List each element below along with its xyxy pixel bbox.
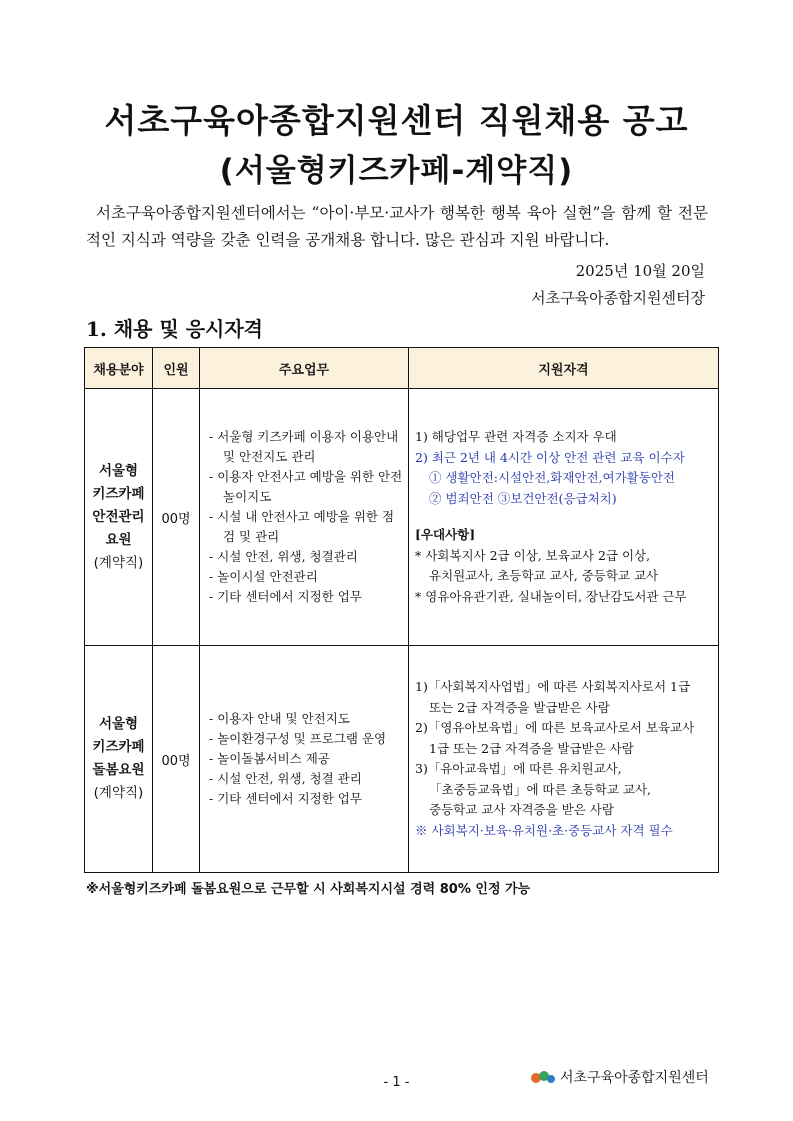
duty-item: - 시설 내 안전사고 예방을 위한 점검 및 관리 [209, 509, 395, 544]
duty-item: - 시설 안전, 위생, 청결 관리 [209, 771, 362, 786]
preference-item: * 사회복지사 2급 이상, 보육교사 2급 이상, [415, 547, 651, 563]
announcement-date: 2025년 10월 20일 [575, 262, 705, 280]
duty-item: - 놀이돌봄서비스 제공 [209, 751, 330, 766]
page-subtitle: (서울형키즈카페-계약직) [219, 153, 574, 189]
duty-item: - 이용자 안내 및 안전지도 [209, 711, 350, 726]
qual-item: 2)「영유아보육법」에 따른 보육교사로서 보육교사 [415, 720, 695, 735]
table-row [85, 646, 719, 873]
page-title: 서초구육아종합지원센터 직원채용 공고 [104, 101, 689, 140]
logo-text: 서초구육아종합지원센터 [560, 1070, 709, 1086]
duties-cell [200, 646, 409, 873]
header-cell: 채용분야 [85, 348, 153, 389]
category-line: 안전관리 [92, 508, 145, 525]
section-title: 1. 채용 및 응시자격 [86, 317, 264, 341]
preference-item: * 영유아유관기관, 실내놀이터, 장난감도서관 근무 [415, 588, 687, 604]
header-cell: 인원 [153, 348, 200, 389]
count-cell: 00명 [153, 389, 200, 646]
header-cell: 주요업무 [200, 348, 409, 389]
duty-item: - 놀이환경구성 및 프로그램 운영 [209, 731, 387, 746]
qual-item: 「초중등교육법」에 따른 초등학교 교사, [429, 781, 652, 797]
duty-item: - 이용자 안전사고 예방을 위한 안전 놀이지도 [209, 469, 403, 504]
duty-item: - 시설 안전, 위생, 청결관리 [209, 549, 358, 564]
preference-item: 유치원교사, 초등학교 교사, 중등학교 교사 [429, 568, 659, 583]
category-line: 키즈카페 [92, 485, 145, 502]
qual-item: 1) 해당업무 관련 자격증 소지자 우대 [415, 429, 617, 444]
category-line: 키즈카페 [92, 739, 145, 755]
center-logo [530, 1067, 709, 1087]
footnote: ※서울형키즈카페 돌봄요원으로 근무할 시 사회복지시설 경력 80% 인정 가능 [86, 882, 531, 897]
header-cell: 지원자격 [409, 348, 719, 389]
qual-item: 1)「사회복지사업법」에 따른 사회복지사로서 1급 [415, 679, 691, 694]
logo-icon [530, 1067, 556, 1087]
qual-item: 1급 또는 2급 자격증을 발급받은 사람 [429, 740, 634, 756]
qual-item: ※ 사회복지·보육·유치원·초·중등교사 자격 필수 [415, 822, 673, 838]
qualifications-cell [409, 389, 719, 646]
qual-item: 2) 최근 2년 내 4시간 이상 안전 관련 교육 이수자 [415, 449, 685, 465]
category-cell [85, 646, 153, 873]
recruitment-table [84, 347, 719, 873]
duty-item: - 서울형 키즈카페 이용자 이용안내 및 안전지도 관리 [209, 429, 399, 464]
qual-item: 또는 2급 자격증을 발급받은 사람 [429, 699, 610, 715]
table-row [85, 389, 719, 646]
signature: 서초구육아종합지원센터장 [531, 289, 705, 307]
category-cell [85, 389, 153, 646]
qual-item: ① 생활안전:시설안전,화재안전,여가활동안전 [429, 470, 675, 485]
intro-paragraph: 서초구육아종합지원센터에서는 “아이·부모·교사가 행복한 행복 육아 실현”을 함께 할 전문적인 지식과 역량을 갖춘 인력을 공개채용 합니다. 많은 관심과 지원 바랍니다. [86, 204, 708, 249]
qual-item: ② 범죄안전 ③보건안전(응급처치) [429, 490, 617, 506]
contract-type: (계약직) [93, 554, 144, 571]
qual-item: 중등학교 교사 자격증을 받은 사람 [429, 802, 614, 817]
duty-item: - 놀이시설 안전관리 [209, 569, 318, 584]
qualifications-cell [409, 646, 719, 873]
category-line: 서울형 [98, 462, 139, 479]
contract-type: (계약직) [93, 785, 144, 801]
qual-item: 3)「유아교육법」에 따른 유치원교사, [415, 761, 622, 776]
page-number: - 1 - [383, 1075, 410, 1090]
category-line: 서울형 [98, 716, 139, 732]
duty-item: - 기타 센터에서 지정한 업무 [209, 589, 362, 604]
duties-cell [200, 389, 409, 646]
table-header-row [85, 348, 719, 389]
category-line: 요원 [105, 531, 132, 548]
preference-title: [우대사항] [415, 527, 476, 542]
category-line: 돌봄요원 [92, 762, 145, 778]
count-cell: 00명 [153, 646, 200, 873]
duty-item: - 기타 센터에서 지정한 업무 [209, 791, 362, 806]
